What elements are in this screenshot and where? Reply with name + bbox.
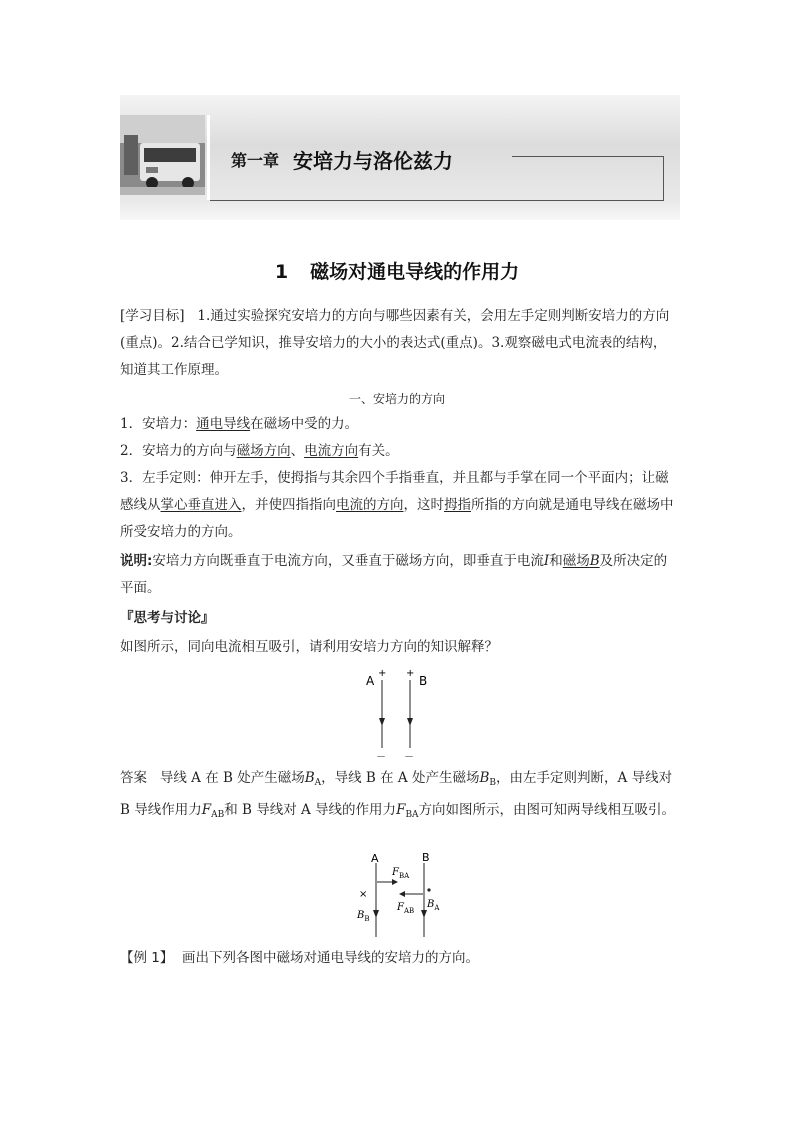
wire-b-label: B <box>422 851 430 864</box>
section-title-text: 磁场对通电导线的作用力 <box>310 261 520 283</box>
current-arrow-b <box>407 718 413 726</box>
banner-divider <box>207 115 210 200</box>
item-text: 有关。 <box>358 443 399 459</box>
variable-b: B <box>589 553 600 569</box>
chapter-label: 第一章 <box>231 151 280 170</box>
field-a-label <box>426 899 440 912</box>
example-1 <box>120 945 676 972</box>
answer-text: 和 B 导线对 A 导线的作用力 <box>224 802 397 818</box>
symbol-b: B <box>304 770 315 786</box>
item-text: ，并使四指指向 <box>241 497 336 513</box>
current-arrow-a <box>379 718 385 726</box>
force-ba-arrowhead <box>392 879 398 885</box>
variable-i: I <box>543 553 550 569</box>
symbol-b: B <box>479 770 490 786</box>
item-text: 在磁场中受的力。 <box>250 416 359 432</box>
item-text: ，这时 <box>403 497 444 513</box>
force-subscript: AB <box>403 907 415 915</box>
wire-a-label: A <box>366 674 375 688</box>
underlined-term: 通电导线 <box>196 416 251 432</box>
note-paragraph <box>120 548 676 602</box>
item-text: 所指的方向就是通电导线在磁场中所受安培力的方向。 <box>120 497 674 540</box>
learning-objectives <box>120 303 676 384</box>
field-subscript: B <box>364 915 370 923</box>
objectives-label: [学习目标] <box>120 308 185 324</box>
plus-sign: + <box>406 668 415 679</box>
field-into-page-icon: × <box>359 889 368 900</box>
definition-item-2 <box>120 438 676 465</box>
chapter-title: 安培力与洛伦兹力 <box>293 149 453 173</box>
example-text: 画出下列各图中磁场对通电导线的安培力的方向。 <box>181 950 479 966</box>
current-arrow-b <box>421 910 427 918</box>
subscript: A <box>314 778 322 788</box>
force-ab-label <box>396 902 414 915</box>
current-arrow-a <box>373 910 379 918</box>
underlined-term: 电流方向 <box>304 443 359 459</box>
force-ab-arrowhead <box>399 891 405 897</box>
item-text: 3．左手定则：伸开左手，使拇指与其余四个手指垂直，并且都与手掌在同一个平面内；让磁感线从 <box>120 470 669 513</box>
answer-text: 方向如图所示，由图可知两导线相互吸引。 <box>418 802 676 818</box>
field-subscript: A <box>434 904 440 912</box>
underlined-term: 磁场方向 <box>236 443 291 459</box>
banner-rule <box>210 200 664 201</box>
answer-text: ，导线 B 在 A 处产生磁场 <box>321 770 480 786</box>
force-subscript: BA <box>398 872 410 880</box>
plus-sign: + <box>378 668 387 679</box>
section-title <box>0 257 794 284</box>
definition-item-1 <box>120 411 676 438</box>
note-text: 和 <box>549 553 563 569</box>
parallel-wires-figure <box>355 666 435 762</box>
force-ba-label <box>391 867 410 880</box>
field-symbol: B <box>357 910 365 921</box>
item-text: 1．安培力： <box>120 416 197 432</box>
underlined-term: 电流的方向 <box>336 497 404 513</box>
underlined-term: 拇指 <box>444 497 471 513</box>
subsection-heading: 一、安培力的方向 <box>348 392 445 406</box>
note-text: 安培力方向既垂直于电流方向，又垂直于磁场方向，即垂直于电流 <box>152 553 544 569</box>
think-discuss-heading: 『思考与讨论』 <box>120 610 215 626</box>
banner-rule <box>512 156 664 157</box>
minus-sign: － <box>376 752 386 762</box>
think-question: 如图所示，同向电流相互吸引，请利用安培力方向的知识解释？ <box>120 639 498 655</box>
wire-a-label: A <box>371 852 379 865</box>
section-number: 1 <box>274 261 289 283</box>
underlined-term: 掌心垂直进入 <box>160 497 242 513</box>
banner-rule <box>663 156 664 201</box>
field-b-label <box>356 910 370 923</box>
symbol-f: F <box>201 802 212 818</box>
force-symbol: F <box>392 867 399 878</box>
answer-text: ，由左手定则判断，A 导线对 B 导线作用力 <box>120 770 673 818</box>
item-text: 、 <box>290 443 305 459</box>
subscript: B <box>489 778 497 788</box>
field-symbol: B <box>427 899 435 910</box>
answer-label: 答案 <box>120 770 147 786</box>
answer-paragraph <box>120 765 676 829</box>
field-out-of-page-icon <box>427 888 430 891</box>
example-label: 【例 1】 <box>120 950 174 966</box>
note-label: 说明: <box>120 553 153 569</box>
bus-photo <box>120 115 205 195</box>
objectives-text: 1.通过实验探究安培力的方向与哪些因素有关，会用左手定则判断安培力的方向(重点)。2.结合已学知识，推导安培力的大小的表达式(重点)。3.观察磁电式电流表的结构，知道其工作原理。 <box>120 308 670 378</box>
symbol-f: F <box>396 802 406 818</box>
subscript: BA <box>405 810 419 820</box>
force-symbol: F <box>397 902 404 913</box>
subscript: AB <box>211 810 225 820</box>
wire-b-label: B <box>419 674 428 688</box>
item-text: 2．安培力的方向与 <box>120 443 237 459</box>
answer-text: 导线 A 在 B 处产生磁场 <box>159 770 305 786</box>
note-text: 及所决定的平面。 <box>120 553 668 596</box>
force-diagram-figure <box>350 848 450 940</box>
minus-sign: － <box>404 752 414 762</box>
definition-item-3 <box>120 465 676 546</box>
underlined-term: 磁场 <box>562 553 590 569</box>
